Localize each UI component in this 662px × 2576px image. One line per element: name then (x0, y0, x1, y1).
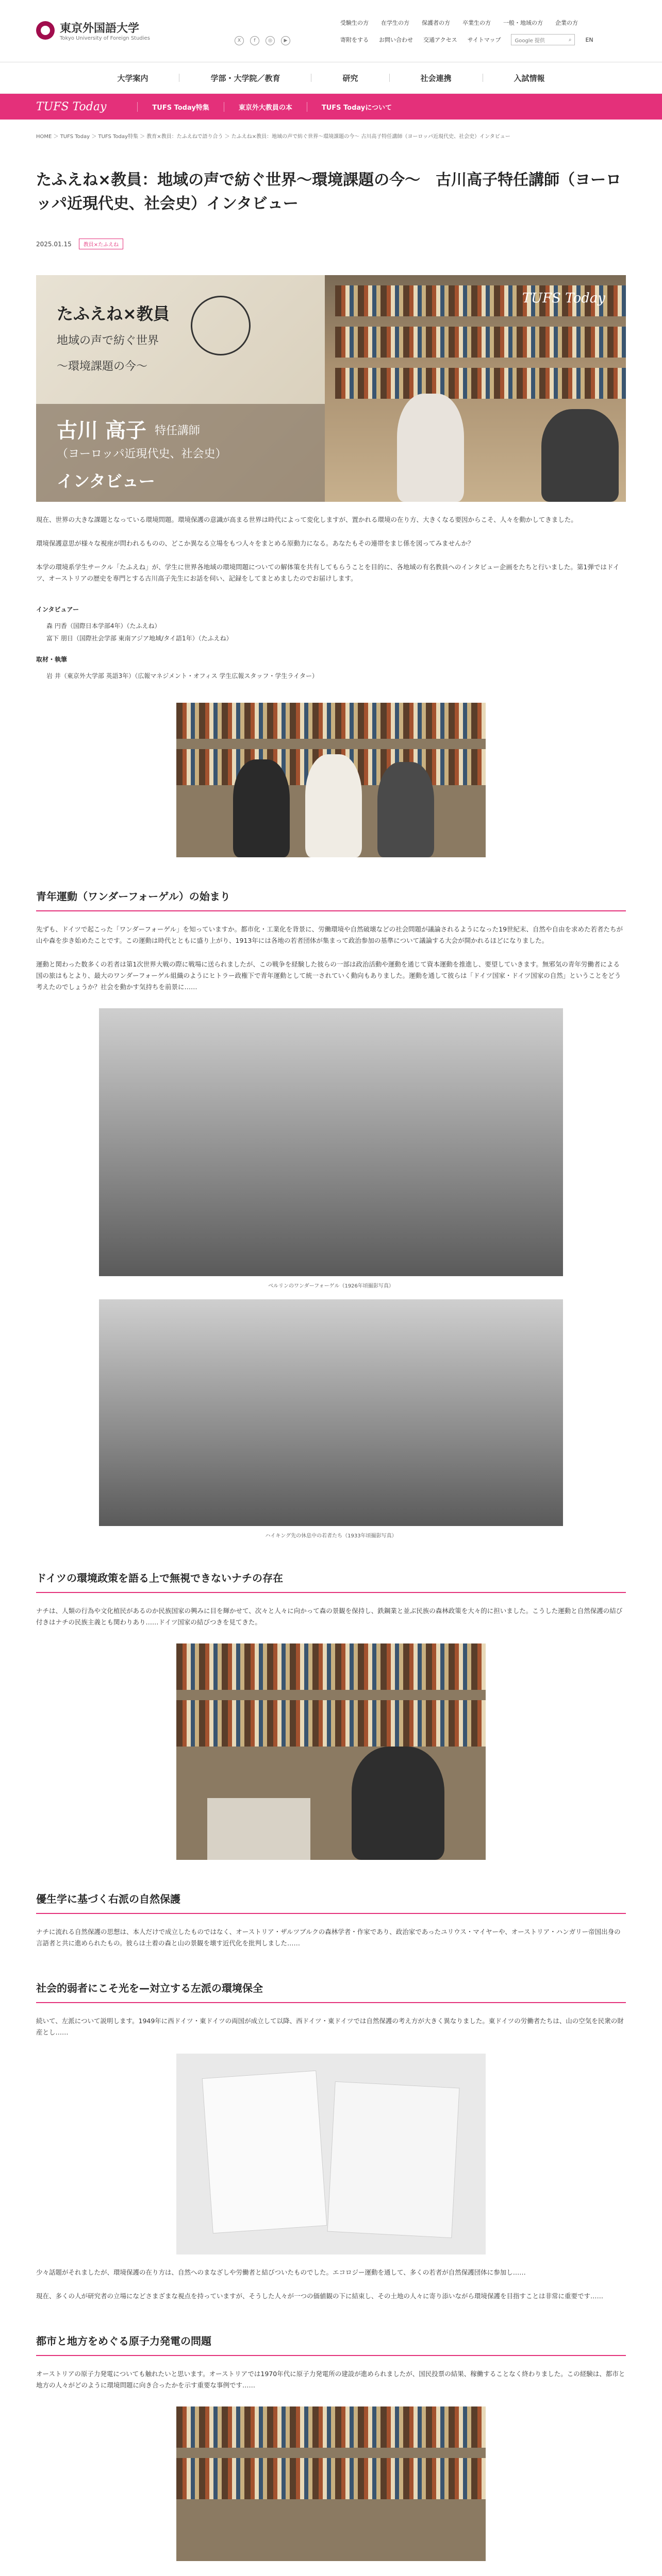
writer-label: 取材・執筆 (36, 656, 68, 663)
person-figure (305, 754, 362, 857)
interview-photo-2 (176, 2406, 486, 2561)
bookshelf-shape (176, 703, 486, 739)
about-tufs-today-link[interactable]: TUFS Todayについて (307, 102, 406, 112)
audience-link[interactable]: 保護者の方 (422, 20, 450, 26)
section-heading: 青年運動（ワンダーフォーゲル）の始まり (36, 888, 626, 911)
audience-links (340, 19, 578, 27)
person-figure (397, 394, 464, 502)
utility-link[interactable]: 寄附をする (340, 37, 369, 43)
page-title: たふえね×教員：地域の声で紡ぐ世界〜環境課題の今〜 古川高子特任講師（ヨーロッパ近現代史、社会史）インタビュー (36, 171, 622, 213)
document-shape (202, 2071, 327, 2234)
nav-item-education[interactable]: 学部・大学院／教育 (210, 73, 280, 83)
audience-link[interactable]: 一般・地域の方 (503, 20, 543, 26)
utility-link[interactable]: サイトマップ (467, 37, 501, 43)
bookshelf-shape (176, 1700, 486, 1747)
site-logo[interactable] (36, 20, 150, 41)
person-figure (377, 762, 434, 857)
section-paragraph: 先ずも、ドイツで起こった「ワンダーフォーゲル」を知っていますか。都市化・工業化を背景に、労働環境や自然破壊などの社会問題が議論されるようになった19世紀末、自然や自由を求めた若者たちが山や森を歩き始めたことです。この運動は時代とともに盛り上がり、1913年には各地の若者団体が集まって政治参加の基準について議論する大会が開かれるほどになりました。 (36, 925, 623, 944)
documents-photo (176, 2054, 486, 2255)
intro-paragraph: 環境保護意思が様々な視座が問われるものの、どこか異なる立場をもつ人々をまとめる原動力になる。あなたもその連帯をまじ係を図ってみませんか？ (36, 539, 474, 547)
hero-script-logo: TUFS Today (522, 291, 605, 306)
audience-link[interactable]: 在学生の方 (381, 20, 409, 26)
writer-list (46, 670, 616, 682)
logo-text: 東京外国語大学 (60, 22, 140, 35)
search-input[interactable] (511, 34, 575, 45)
person-figure (352, 1747, 444, 1860)
audience-link[interactable]: 受験生の方 (340, 20, 369, 26)
photo-caption: ベルリンのワンダーフォーゲル（1926年頃撮影写真） (268, 1283, 394, 1289)
audience-link[interactable]: 企業の方 (555, 20, 578, 26)
tufs-today-features-link[interactable]: TUFS Today特集 (137, 102, 223, 112)
hero-field: （ヨーロッパ近現代史、社会史） (57, 448, 227, 461)
bookshelf-shape (335, 368, 626, 399)
bookshelf-shape (176, 2458, 486, 2499)
instagram-icon[interactable]: ◎ (266, 36, 275, 45)
group-photo (176, 703, 486, 857)
logo-subtext: Tokyo University of Foreign Studies (60, 36, 150, 41)
site-header (0, 0, 662, 62)
search-icon[interactable]: ⌕ (568, 37, 572, 43)
logo-icon (36, 21, 55, 40)
section-heading: 社会的弱者にこそ光を—対立する左派の環境保全 (36, 1980, 626, 2003)
main-nav (0, 62, 662, 94)
search-placeholder: Google 提供 (515, 38, 545, 44)
photo-caption: ハイキング先の休息中の若者たち（1933年頃撮影写真） (265, 1533, 397, 1539)
hero-role: 特任講師 (155, 425, 201, 437)
nav-item-social[interactable]: 社会連携 (420, 73, 452, 83)
bookshelf-shape (176, 2406, 486, 2448)
utility-links (340, 34, 593, 45)
article-meta (36, 239, 626, 249)
section-paragraph: 現在、多くの人が研究者の立場になどさまざまな視点を持っていますが、そうした人々が一つの価値観の下に結束し、その土地の人々に寄り添いながら環境保護を目指すことは非常に重要です…… (36, 2292, 604, 2300)
section-heading: ドイツの環境政策を語る上で無視できないナチの存在 (36, 1570, 626, 1593)
historic-photo-2 (99, 1299, 563, 1526)
section-paragraph: 少々話題がそれましたが、環境保護の在り方は、自然へのまなざしや労働者と結びついたものでした。エコロジー運動を通して、多くの若者が自然保護団体に参加し…… (36, 2268, 526, 2276)
bookshelf-shape (335, 327, 626, 358)
bookshelf-shape (176, 1643, 486, 1690)
youtube-icon[interactable]: ▶ (281, 36, 290, 45)
nav-item-research[interactable]: 研究 (342, 73, 358, 83)
list-item: 岩 井（東京外大学部 英語3年）（広報マネジメント・オフィス 学生広報スタッフ・学生ライター） (46, 672, 319, 680)
person-figure (541, 409, 619, 502)
section-paragraph: 続いて、左派について説明します。1949年に西ドイツ・東ドイツの両国が成立して以降、西ドイツ・東ドイツでは自然保護の考え方が大きく異なりました。東ドイツの労働者たちは、山の空気を民衆の財産とし…… (36, 2017, 624, 2036)
language-switch[interactable]: EN (585, 36, 593, 43)
nav-item-admission[interactable]: 入試情報 (514, 73, 545, 83)
section-paragraph: 運動と関わった数多くの若者は第1次世界大戦の際に戦場に送られましたが、この戦争を経験した彼らの一部は政治活動や運動を通じて資本運動を推進し、要望していきます。無邪気の青年労働者による国の旅はもとより、最大のワンダーフォーゲル組織のようにヒトラー政権下で青年運動として統一されていく動向もありました。運動を通して彼らは「ドイツ国家・ドイツ国家の自然」ということをどう考えたのでしょうか？社会を動かす気持ちを前景に…… (36, 960, 621, 991)
facebook-icon[interactable]: f (250, 36, 259, 45)
tufs-today-logo[interactable]: TUFS Today (36, 100, 107, 113)
audience-link[interactable]: 卒業生の方 (462, 20, 491, 26)
historic-photo-1 (99, 1008, 563, 1276)
section-heading: 都市と地方をめぐる原子力発電の問題 (36, 2333, 626, 2356)
hero-interview: インタビュー (57, 471, 155, 491)
category-tag[interactable]: 教員×たふえね (79, 239, 123, 249)
section-heading: 優生学に基づく右派の自然保護 (36, 1891, 626, 1914)
list-item: 森 円香（国際日本学部4年）（たふえね） (46, 622, 161, 630)
x-icon[interactable]: X (235, 36, 244, 45)
document-shape (327, 2081, 460, 2238)
section-paragraph: ナチに流れる自然保護の思想は、本人だけで成立したものではなく、オーストリア・ザルツブルクの森林学者・作家であり、政治家であったユリウス・マイヤーや、オーストリア・ハンガリー帝国出身の言語者と共に進められたもの。彼らは土着の森と山の景観を壊す近代化を批判しました…… (36, 1928, 621, 1947)
list-item: 富下 朋日（国際社会学部 東南アジア地域/タイ語1年）（たふえね） (46, 635, 233, 642)
hero-name: 古川 高子 (57, 419, 146, 443)
utility-link[interactable]: お問い合わせ (379, 37, 413, 43)
hero-subtitle: 〜環境課題の今〜 (57, 360, 148, 373)
hero-image (36, 275, 626, 502)
hero-title: たふえね×教員 (57, 304, 170, 324)
intro-paragraph: 本学の環境系学生サークル「たふえね」が、学生に世界各地域の環境問題についての解体策を共有してもらうことを目的に、各地域の有名教員へのインタビュー企画をたちと行いました。第1弾ではドイツ、オーストリアの歴史を専門とする古川高子先生にお話を伺い、記録をしてまとめましたのでお届けします。 (36, 563, 620, 582)
nav-divider (389, 74, 390, 82)
intro-paragraph: 現在、世界の大きな課題となっている環境問題。環境保護の意識が高まる世界は時代によって変化しますが、置かれる環境の在り方、大きくなる要因からこそ、人々を動かしてきました。 (36, 516, 577, 523)
interviewer-list (46, 620, 616, 645)
tufs-today-bar (0, 94, 662, 120)
interviewer-label: インタビュアー (36, 606, 79, 613)
hero-photo (325, 275, 626, 502)
faculty-books-link[interactable]: 東京外大教員の本 (224, 102, 307, 112)
section-paragraph: ナチは、人類の行為や文化植民があるのか民族国家の興みに目を輝かせて、次々と人々に向かって森の景観を保持し、鉄鋼業と並ぶ民族の森林政策を大々的に担いました。こうした運動と自然保護の結び付きはナチの民族主義とも関わりあり……ドイツ国家の結びつきを見てきた。 (36, 1607, 623, 1626)
section-paragraph: オーストリアの原子力発電についても触れたいと思います。オーストリアでは1970年代に原子力発電所の建設が進められましたが、国民投票の結果、稼働することなく終わりました。この経験は、都市と地方の人々がどのように環境問題に向き合ったかを示す重要な事例です…… (36, 2370, 625, 2389)
laptop-shape (207, 1798, 310, 1860)
interview-photo-1 (176, 1643, 486, 1860)
utility-link[interactable]: 交通アクセス (423, 37, 457, 43)
publish-date: 2025.01.15 (36, 240, 72, 248)
person-figure (233, 759, 290, 857)
social-links (235, 36, 290, 45)
breadcrumb[interactable]: HOME ＞ TUFS Today ＞ TUFS Today特集 ＞ 教育×教員：たふえねで語り合う ＞ たふえね×教員：地域の声で紡ぐ世界〜環境課題の今〜 古川高子特任講師（ヨーロッパ近現代史、社会史）インタビュー (36, 134, 510, 140)
nav-item-about[interactable]: 大学案内 (117, 73, 148, 83)
globe-icon (191, 296, 251, 355)
hero-subtitle: 地域の声で紡ぐ世界 (57, 334, 159, 347)
